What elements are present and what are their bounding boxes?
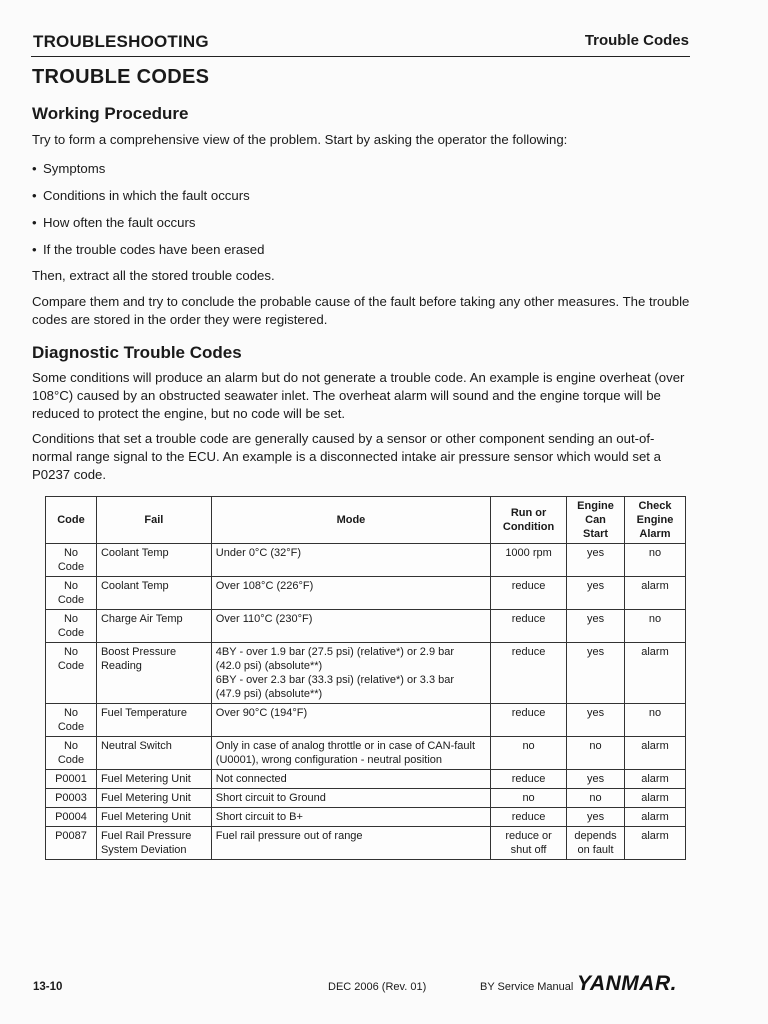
mode-cell: Over 90°C (194°F) — [211, 704, 490, 737]
run-condition-cell: reduce — [491, 643, 567, 704]
run-condition-cell: 1000 rpm — [491, 544, 567, 577]
table-row — [46, 770, 686, 789]
diagnostic-paragraph-1: Some conditions will produce an alarm but do not generate a trouble code. An example is engine overheat (over 108°C) caused by an obstructed seawater inlet. The overheat alarm will sound and the engine torque will be reduced to protect the engine, but no code will be set. — [32, 370, 685, 421]
run-condition-cell: reduce — [491, 808, 567, 827]
code-cell: No Code — [46, 577, 97, 610]
run-condition-cell: no — [491, 789, 567, 808]
list-item-text: Conditions in which the fault occurs — [43, 188, 250, 203]
code-cell: No Code — [46, 704, 97, 737]
bullet-icon: • — [32, 161, 37, 176]
check-engine-alarm-cell: alarm — [625, 577, 686, 610]
bullet-icon: • — [32, 188, 37, 203]
mode-cell: Under 0°C (32°F) — [211, 544, 490, 577]
page-title: TROUBLE CODES — [32, 66, 210, 88]
check-engine-alarm-cell: alarm — [625, 643, 686, 704]
diagnostic-heading: Diagnostic Trouble Codes — [32, 343, 242, 362]
code-cell: No Code — [46, 737, 97, 770]
check-engine-alarm-cell: alarm — [625, 808, 686, 827]
fail-cell: Boost Pressure Reading — [96, 643, 211, 704]
code-cell: No Code — [46, 610, 97, 643]
mode-cell: Short circuit to B+ — [211, 808, 490, 827]
table-row — [46, 577, 686, 610]
question-list — [32, 160, 264, 268]
fail-cell: Fuel Metering Unit — [96, 808, 211, 827]
check-engine-alarm-cell: alarm — [625, 789, 686, 808]
list-item — [32, 160, 264, 187]
mode-cell: 4BY - over 1.9 bar (27.5 psi) (relative*) or 2.9 bar (42.0 psi) (absolute**) 6BY - over 2.3 bar (33.3 psi) (relative*) or 3.3 bar (47.9 psi) (absolute**) — [211, 643, 490, 704]
fail-cell: Fuel Temperature — [96, 704, 211, 737]
revision-date: DEC 2006 (Rev. 01) — [328, 981, 427, 993]
working-procedure-heading: Working Procedure — [32, 104, 189, 123]
run-condition-cell: reduce — [491, 610, 567, 643]
code-cell: P0087 — [46, 827, 97, 860]
list-item — [32, 187, 264, 214]
table-body — [46, 544, 686, 860]
table-row — [46, 704, 686, 737]
table-row — [46, 808, 686, 827]
run-condition-cell: reduce — [491, 577, 567, 610]
list-item-text: Symptoms — [43, 161, 106, 176]
header-mode: Mode — [211, 497, 490, 544]
bullet-icon: • — [32, 242, 37, 257]
yanmar-logo: YANMAR. — [577, 972, 677, 995]
check-engine-alarm-cell: no — [625, 704, 686, 737]
list-item-text: If the trouble codes have been erased — [43, 242, 265, 257]
fail-cell: Fuel Rail Pressure System Deviation — [96, 827, 211, 860]
header-rule — [31, 56, 690, 57]
check-engine-alarm-cell: no — [625, 544, 686, 577]
mode-cell: Not connected — [211, 770, 490, 789]
run-condition-cell: reduce — [491, 770, 567, 789]
code-cell: P0003 — [46, 789, 97, 808]
trouble-codes-table — [45, 496, 686, 860]
mode-cell: Over 110°C (230°F) — [211, 610, 490, 643]
engine-can-start-cell: yes — [567, 577, 625, 610]
topic-header: Trouble Codes — [584, 32, 689, 49]
engine-can-start-cell: no — [567, 789, 625, 808]
engine-can-start-cell: yes — [567, 544, 625, 577]
bullet-icon: • — [32, 215, 37, 230]
compare-paragraph: Compare them and try to conclude the probable cause of the fault before taking any other measures. The trouble codes are stored in the order they were registered. — [32, 294, 690, 327]
fail-cell: Fuel Metering Unit — [96, 789, 211, 808]
engine-can-start-cell: yes — [567, 610, 625, 643]
engine-can-start-cell: yes — [567, 704, 625, 737]
fail-cell: Neutral Switch — [96, 737, 211, 770]
check-engine-alarm-cell: no — [625, 610, 686, 643]
header-code: Code — [46, 497, 97, 544]
check-engine-alarm-cell: alarm — [625, 770, 686, 789]
engine-can-start-cell: no — [567, 737, 625, 770]
table-row — [46, 789, 686, 808]
code-cell: P0004 — [46, 808, 97, 827]
engine-can-start-cell: yes — [567, 770, 625, 789]
list-item-text: How often the fault occurs — [43, 215, 196, 230]
code-cell: No Code — [46, 643, 97, 704]
fail-cell: Fuel Metering Unit — [96, 770, 211, 789]
mode-cell: Fuel rail pressure out of range — [211, 827, 490, 860]
engine-can-start-cell: depends on fault — [567, 827, 625, 860]
mode-cell: Short circuit to Ground — [211, 789, 490, 808]
code-cell: No Code — [46, 544, 97, 577]
engine-can-start-cell: yes — [567, 643, 625, 704]
table-header-row — [46, 497, 686, 544]
table-row — [46, 737, 686, 770]
table-row — [46, 610, 686, 643]
extract-paragraph: Then, extract all the stored trouble codes. — [32, 268, 275, 283]
fail-cell: Coolant Temp — [96, 544, 211, 577]
fail-cell: Charge Air Temp — [96, 610, 211, 643]
header-engine-can-start: Engine Can Start — [567, 497, 625, 544]
table-row — [46, 643, 686, 704]
run-condition-cell: reduce — [491, 704, 567, 737]
run-condition-cell: no — [491, 737, 567, 770]
mode-cell: Only in case of analog throttle or in case of CAN-fault (U0001), wrong configuration - neutral position — [211, 737, 490, 770]
list-item — [32, 214, 264, 241]
list-item — [32, 241, 264, 268]
code-cell: P0001 — [46, 770, 97, 789]
check-engine-alarm-cell: alarm — [625, 737, 686, 770]
section-header: TROUBLESHOOTING — [33, 32, 209, 51]
check-engine-alarm-cell: alarm — [625, 827, 686, 860]
table-row — [46, 544, 686, 577]
header-fail: Fail — [96, 497, 211, 544]
header-run-condition: Run or Condition — [491, 497, 567, 544]
working-procedure-intro: Try to form a comprehensive view of the problem. Start by asking the operator the following: — [32, 132, 568, 147]
fail-cell: Coolant Temp — [96, 577, 211, 610]
header-check-engine-alarm: Check Engine Alarm — [625, 497, 686, 544]
run-condition-cell: reduce or shut off — [491, 827, 567, 860]
page-number: 13-10 — [33, 981, 63, 993]
engine-can-start-cell: yes — [567, 808, 625, 827]
manual-name: BY Service Manual — [480, 981, 574, 993]
diagnostic-paragraph-2: Conditions that set a trouble code are generally caused by a sensor or other component sending an out-of-normal range signal to the ECU. An example is a disconnected intake air pressure sensor which would set a P0237 code. — [32, 431, 661, 482]
table-row — [46, 827, 686, 860]
mode-cell: Over 108°C (226°F) — [211, 577, 490, 610]
